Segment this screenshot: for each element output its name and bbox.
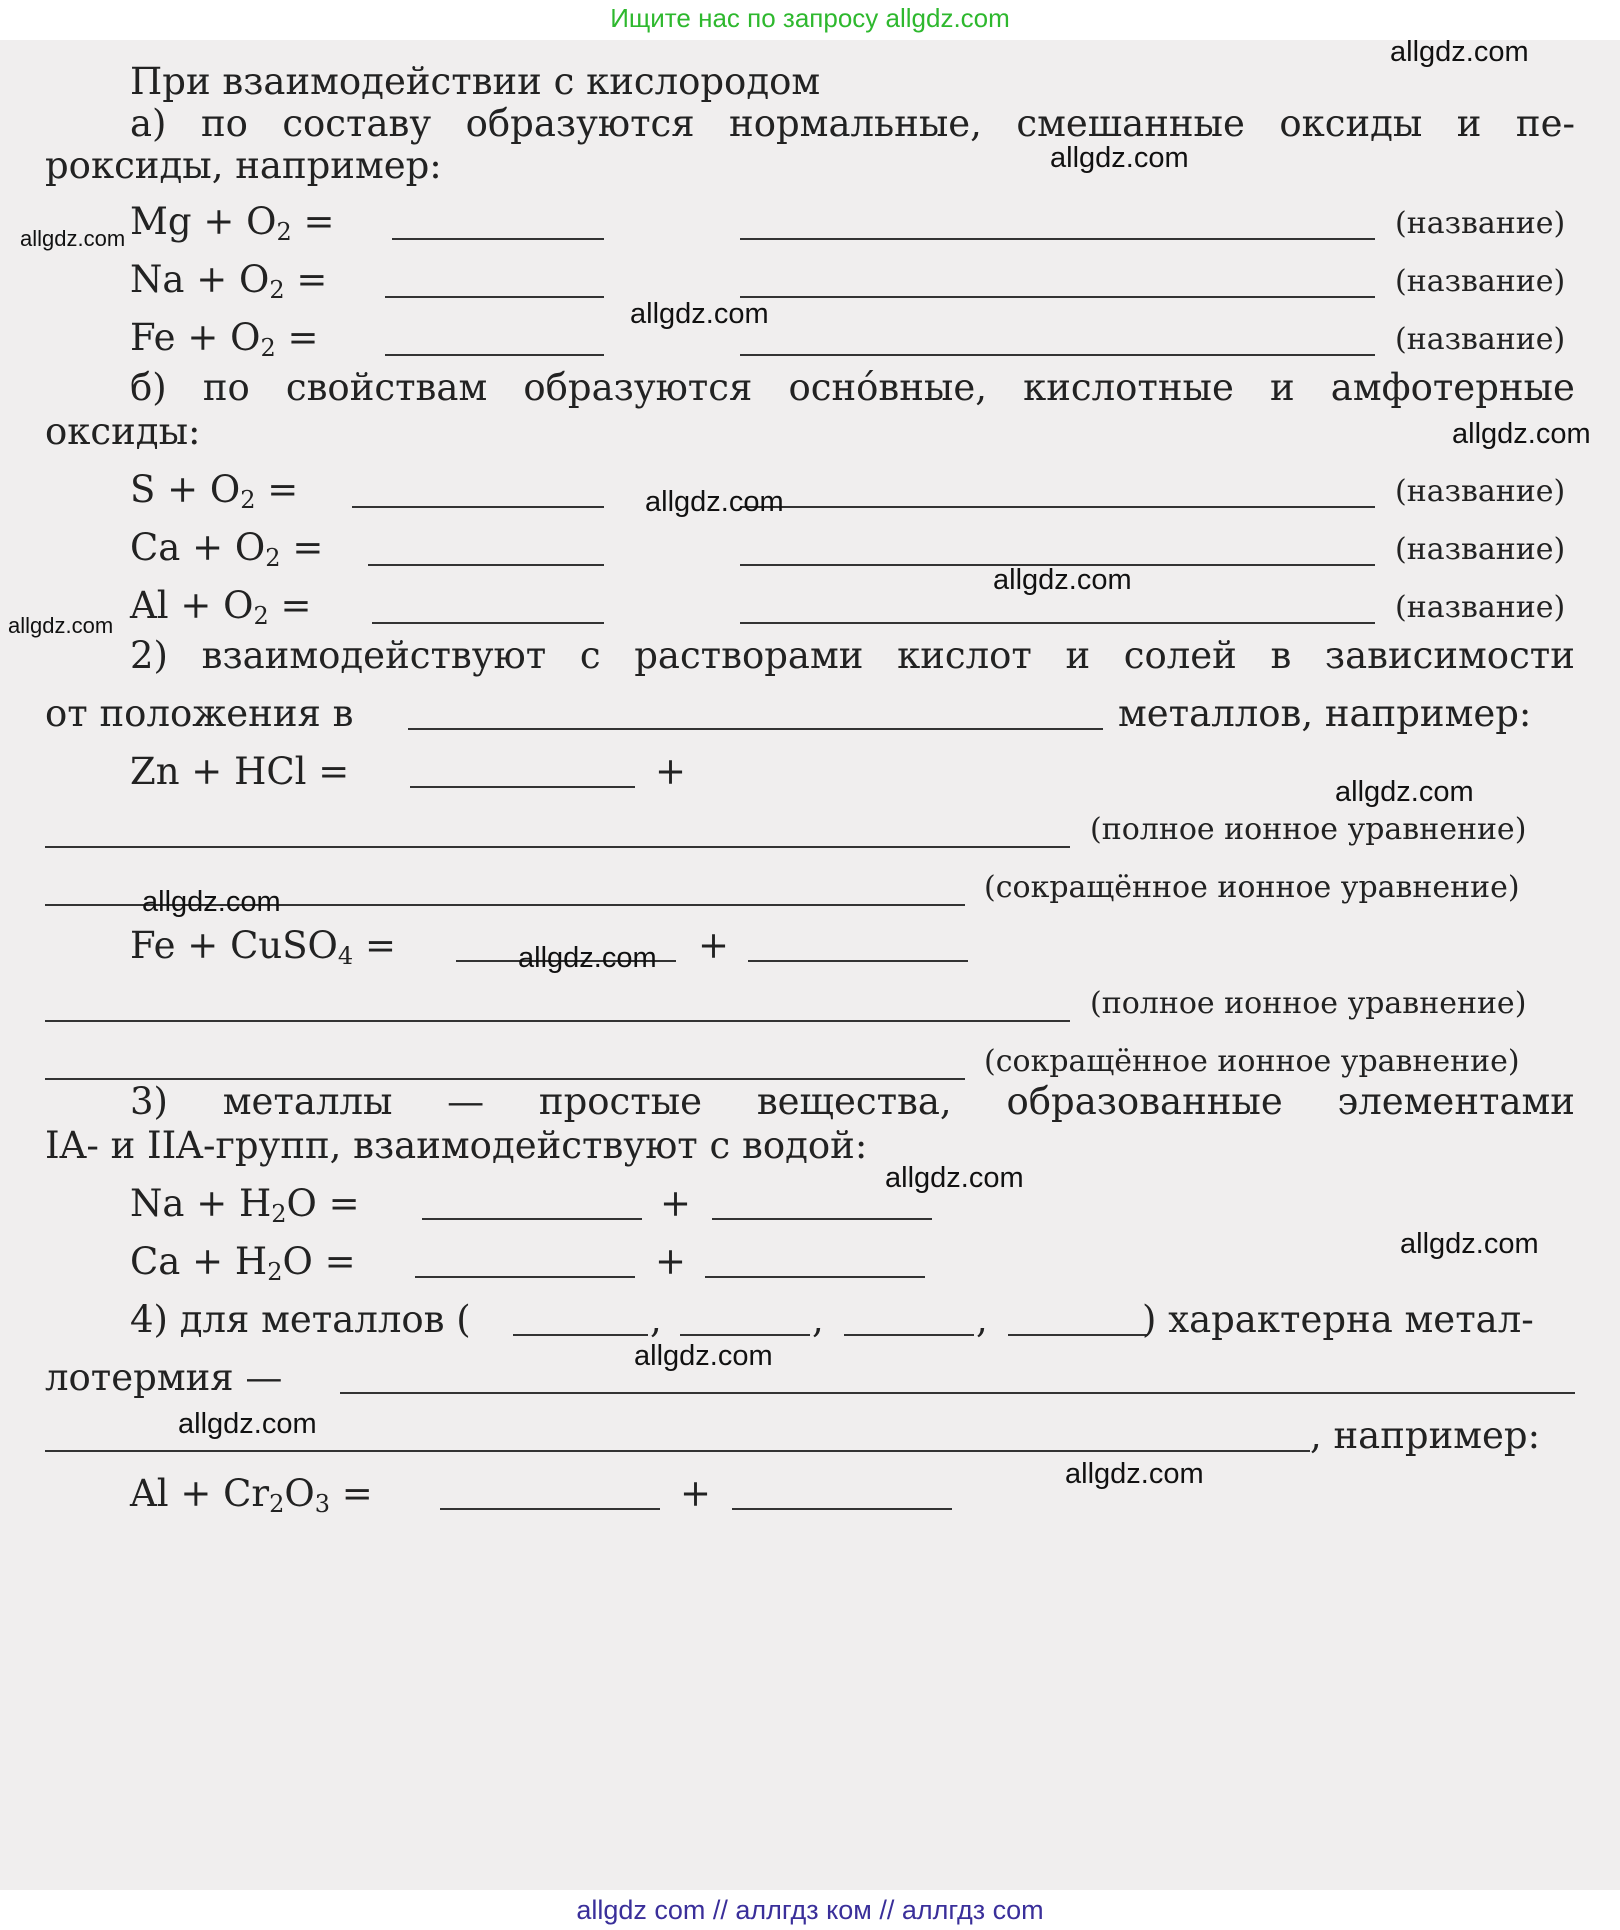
answer-blank[interactable]	[740, 296, 1375, 298]
word: пе-	[1515, 102, 1575, 145]
section-a-line1	[130, 102, 1575, 146]
word: б)	[130, 366, 167, 409]
watermark: allgdz.com	[993, 564, 1132, 596]
watermark: allgdz.com	[634, 1340, 773, 1372]
watermark: allgdz.com	[1452, 418, 1591, 450]
word: оснóвные,	[788, 366, 987, 409]
intro-line: При взаимодействии с кислородом	[130, 60, 821, 103]
watermark: allgdz.com	[1390, 36, 1529, 68]
answer-blank[interactable]	[45, 1450, 1310, 1452]
answer-blank[interactable]	[740, 622, 1375, 624]
word: —	[447, 1080, 485, 1123]
label-name: (название)	[1395, 206, 1566, 241]
comma: ,	[650, 1298, 662, 1341]
equation-s-o2: $S + O_2$ =	[130, 468, 299, 514]
watermark: allgdz.com	[1335, 776, 1474, 808]
word: образуются	[523, 366, 753, 409]
word: по	[202, 366, 250, 409]
word: вещества,	[756, 1080, 952, 1123]
label-full-ionic: (полное ионное уравнение)	[1090, 986, 1527, 1021]
word: амфотерные	[1330, 366, 1575, 409]
answer-blank[interactable]	[385, 296, 604, 298]
section-3-line2: IA- и IIA-групп, взаимодействуют с водой:	[45, 1124, 868, 1167]
answer-blank[interactable]	[844, 1334, 974, 1336]
word: кислотные	[1023, 366, 1234, 409]
section-b-line1	[130, 366, 1575, 410]
word: и	[1456, 102, 1482, 145]
answer-blank[interactable]	[372, 622, 604, 624]
word: металлы	[222, 1080, 393, 1123]
answer-blank[interactable]	[1008, 1334, 1148, 1336]
label-short-ionic: (сокращённое ионное уравнение)	[984, 1044, 1520, 1079]
equation-al-cr2o3: $Al + Cr_2O_3$ =	[130, 1472, 373, 1518]
section-3-line1	[130, 1080, 1575, 1124]
comma: ,	[812, 1298, 824, 1341]
word: простые	[538, 1080, 703, 1123]
label-short-ionic: (сокращённое ионное уравнение)	[984, 870, 1520, 905]
word: с	[579, 634, 601, 677]
watermark: allgdz.com	[645, 486, 784, 518]
label-name: (название)	[1395, 474, 1566, 509]
watermark: allgdz.com	[20, 226, 126, 251]
answer-blank[interactable]	[385, 354, 604, 356]
label-name: (название)	[1395, 590, 1566, 625]
label-name: (название)	[1395, 532, 1566, 567]
word: растворами	[634, 634, 864, 677]
word: и	[1269, 366, 1295, 409]
answer-blank[interactable]	[45, 1020, 1070, 1022]
answer-blank[interactable]	[740, 354, 1375, 356]
word: образованные	[1006, 1080, 1283, 1123]
word: взаимодействуют	[201, 634, 547, 677]
answer-blank[interactable]	[712, 1218, 932, 1220]
watermark: allgdz.com	[1050, 142, 1189, 174]
section-4-example: , например:	[1310, 1414, 1541, 1457]
answer-blank[interactable]	[705, 1276, 925, 1278]
label-name: (название)	[1395, 322, 1566, 357]
label-full-ionic: (полное ионное уравнение)	[1090, 812, 1527, 847]
answer-blank[interactable]	[440, 1508, 660, 1510]
section-2-line1	[130, 634, 1575, 678]
watermark: allgdz.com	[518, 942, 657, 974]
equation-fe-cuso4: Fe + CuSO$_4$ =	[130, 924, 396, 970]
word: по	[200, 102, 248, 145]
answer-blank[interactable]	[352, 506, 604, 508]
word: а)	[130, 102, 167, 145]
equation-mg-o2: $Mg + O_2$ =	[130, 200, 335, 246]
word: нормальные,	[729, 102, 982, 145]
watermark: allgdz.com	[630, 298, 769, 330]
section-b-line2: оксиды:	[45, 410, 201, 453]
word: 3)	[130, 1080, 168, 1123]
answer-blank[interactable]	[408, 728, 1103, 730]
plus-sign: +	[698, 924, 730, 967]
answer-blank[interactable]	[410, 786, 635, 788]
watermark: allgdz.com	[142, 886, 281, 918]
plus-sign: +	[680, 1472, 712, 1515]
answer-blank[interactable]	[392, 238, 604, 240]
answer-blank[interactable]	[748, 960, 968, 962]
answer-blank[interactable]	[513, 1334, 648, 1336]
section-4-line1-start: 4) для металлов (	[130, 1298, 471, 1341]
comma: ,	[976, 1298, 988, 1341]
word: оксиды	[1279, 102, 1423, 145]
equation-na-h2o: $Na + H_2O$ =	[130, 1182, 360, 1228]
plus-sign: +	[655, 1240, 687, 1283]
watermark: allgdz.com	[178, 1408, 317, 1440]
answer-blank[interactable]	[340, 1392, 1575, 1394]
answer-blank[interactable]	[368, 564, 604, 566]
word: свойствам	[285, 366, 488, 409]
top-banner[interactable]: Ищите нас по запросу allgdz.com	[610, 3, 1010, 33]
equation-ca-o2: $Ca + O_2$ =	[130, 526, 324, 572]
plus-sign: +	[660, 1182, 692, 1225]
watermark: allgdz.com	[1400, 1228, 1539, 1260]
answer-blank[interactable]	[45, 846, 1070, 848]
word: и	[1065, 634, 1091, 677]
watermark: allgdz.com	[1065, 1458, 1204, 1490]
answer-blank[interactable]	[680, 1334, 810, 1336]
word: элементами	[1337, 1080, 1575, 1123]
section-2-tail: металлов, например:	[1118, 692, 1532, 735]
word: 2)	[130, 634, 168, 677]
watermark: allgdz.com	[8, 613, 114, 638]
equation-fe-o2: $Fe + O_2$ =	[130, 316, 319, 362]
word: кислот	[897, 634, 1032, 677]
word: образуются	[465, 102, 695, 145]
equation-na-o2: $Na + O_2$ =	[130, 258, 328, 304]
bottom-banner[interactable]: allgdz com // аллгдз ком // аллгдз com	[576, 1895, 1044, 1925]
section-4-line1-end: ) характерна метал-	[1142, 1298, 1534, 1341]
section-4-line2: лотермия —	[45, 1356, 283, 1399]
watermark: allgdz.com	[885, 1162, 1024, 1194]
plus-sign: +	[655, 750, 687, 793]
section-a-line2: роксиды, например:	[45, 144, 442, 187]
answer-blank[interactable]	[422, 1218, 642, 1220]
label-name: (название)	[1395, 264, 1566, 299]
word: зависимости	[1324, 634, 1575, 677]
equation-al-o2: $Al + O_2$ =	[130, 584, 312, 630]
answer-blank[interactable]	[740, 238, 1375, 240]
word: солей	[1123, 634, 1237, 677]
word: в	[1270, 634, 1292, 677]
answer-blank[interactable]	[732, 1508, 952, 1510]
equation-ca-h2o: $Ca + H_2O$ =	[130, 1240, 356, 1286]
word: составу	[282, 102, 432, 145]
word: смешанные	[1016, 102, 1245, 145]
answer-blank[interactable]	[740, 506, 1375, 508]
equation-zn-hcl: Zn + HCl =	[130, 750, 350, 793]
workbook-page	[0, 36, 1620, 1890]
section-2-from: от положения в	[45, 692, 354, 735]
answer-blank[interactable]	[415, 1276, 635, 1278]
